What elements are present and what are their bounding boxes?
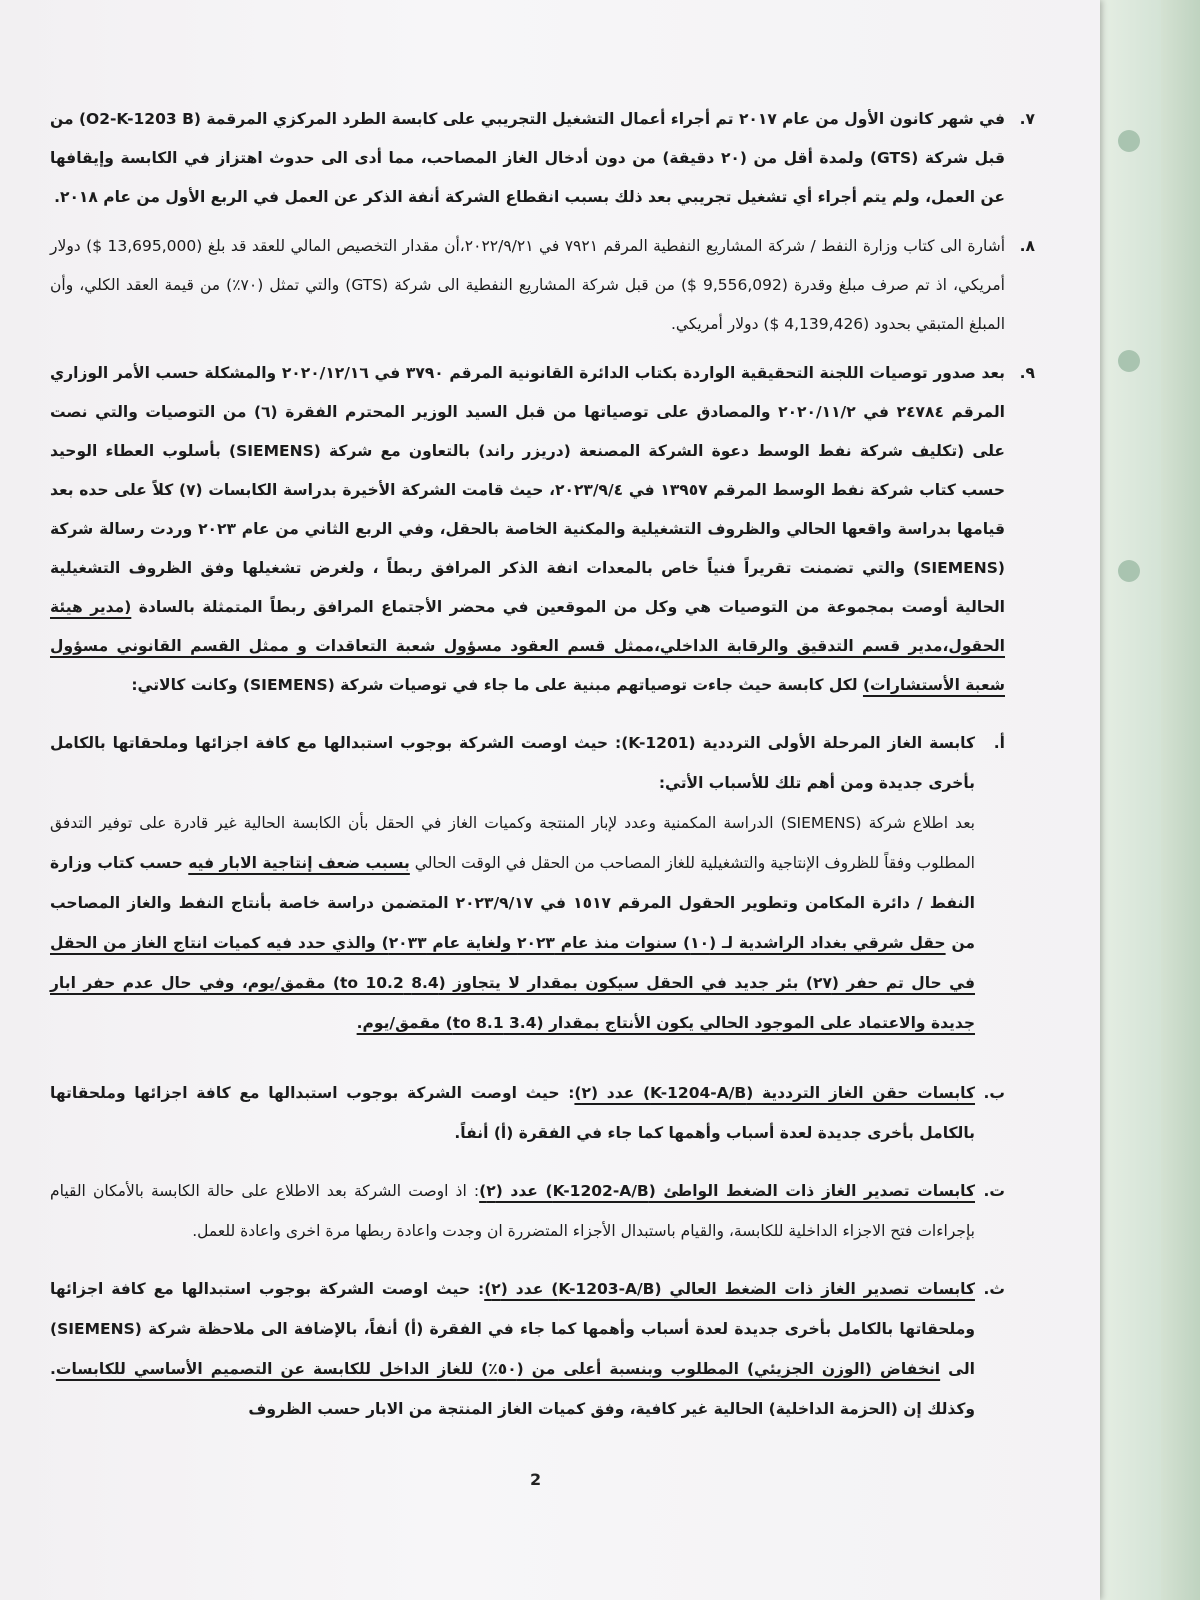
item-text: : اذ اوصت الشركة بعد الاطلاع على حالة الكابسة بالأمكان القيام بإجراءات فتح الاجزاء الداخلية للكابسة، والقيام باستبدال الأجزاء المتضررة ان وجدت واعادة ربطها مرة اخرى واعادة للعمل. <box>50 1182 975 1240</box>
underlined-phrase: بسبب ضعف إنتاجية الابار فيه <box>188 854 410 872</box>
paragraph-number: ٧. <box>1019 110 1035 128</box>
item-text: بعد اطلاع شركة (SIEMENS) الدراسة المكمنية وعدد لإبار المنتجة وكميات الغاز في الحقل بأن الكابسة الحالية غير قادرة على توفير التدفق المطلوب وفقاً للظروف الإنتاجية والتشغيلية للغاز المصاحب من الحقل في الوقت الحالي <box>50 814 975 872</box>
document-body <box>50 100 1035 1429</box>
paragraph-number: ٨. <box>1019 237 1035 255</box>
item-text-end: . وكذلك إن (الحزمة الداخلية) الحالية غير كافية، وفق كميات الغاز المنتجة من الابار حسب الظروف <box>50 1360 975 1418</box>
item-title: كابسات تصدير الغاز ذات الضغط الواطئ (K-1202-A/B) عدد (٢) <box>479 1182 975 1200</box>
item-letter: أ. <box>993 734 1005 752</box>
punch-hole <box>1118 130 1140 152</box>
underlined-phrase: انخفاض (الوزن الجزيئي) المطلوب وبنسبة أعلى من (٥٠٪) للغاز الداخل للكابسة عن التصميم الأساسي للكابسات <box>55 1360 941 1378</box>
underlined-phrase: حقل شرقي بغداد الراشدية لـ (١٠) سنوات منذ عام ٢٠٢٣ ولغاية عام ٢٠٣٣) والذي حدد فيه كميات انتاج الغاز من الحقل في حال تم حفر (٢٧) بئر جديد في الحقل سيكون بمقدار لا يتجاوز (8.4 to 10.2) مقمق/يوم، وفي حال عدم حفر ابار جديدة والاعتماد على الموجود الحالي يكون الأنتاج بمقدار (3.4 to 8.1) مقمق/يوم. <box>50 934 975 1032</box>
signatories-underlined: (مدير هيئة الحقول،مدير قسم التدقيق والرقابة الداخلي،ممثل قسم العقود مسؤول شعبة التعاقدات و ممثل القسم القانوني مسؤول شعبة الأستشارات) <box>50 598 1005 694</box>
punch-hole <box>1118 350 1140 372</box>
paragraph-7 <box>50 100 1035 217</box>
paragraph-text: في شهر كانون الأول من عام ٢٠١٧ تم أجراء أعمال التشغيل التجريبي على كابسة الطرد المركزي المرقمة (O2-K-1203 B) من قبل شركة (GTS) ولمدة أقل من (٢٠ دقيقة) من دون أدخال الغاز المصاحب، مما أدى الى حدوث اهتزاز في الكابسة وإيقافها عن العمل، ولم يتم أجراء أي تشغيل تجريبي بعد ذلك بسبب انقطاع الشركة أنفة الذكر عن العمل في الربع الأول من عام ٢٠١٨. <box>50 110 1005 206</box>
item-text: : حيث اوصت الشركة بوجوب استبدالها مع كافة اجزائها وملحقاتها بالكامل بأخرى جديدة لعدة أسباب وأهمها كما جاء في الفقرة (أ) أنفاً، بالإضافة الى ملاحظة شركة (SIEMENS) الى <box>50 1280 975 1378</box>
item-letter: ت. <box>983 1182 1005 1200</box>
item-a <box>50 723 1005 1043</box>
paragraph-text-end: لكل كابسة حيث جاءت توصياتهم مبنية على ما جاء في توصيات شركة (SIEMENS) وكانت كالاتي: <box>131 676 863 694</box>
item-letter: ث. <box>983 1280 1005 1298</box>
item-text: : حيث اوصت الشركة بوجوب استبدالها مع كافة اجزائها وملحقاتها بالكامل بأخرى جديدة لعدة أسباب وأهمها كما جاء في الفقرة (أ) أنفاً. <box>50 1084 975 1142</box>
item-text-bold: حسب كتاب وزارة النفط / دائرة المكامن وتطوير الحقول المرقم ١٥١٧ في ٢٠٢٣/٩/١٧ المتضمن دراسة خاصة بأنتاج النفط والغاز المصاحب من <box>50 854 975 952</box>
item-title: كابسة الغاز المرحلة الأولى الترددية (K-1201): حيث اوصت الشركة بوجوب استبدالها مع كافة اجزائها وملحقاتها بالكامل بأخرى جديدة ومن أهم تلك للأسباب الأتي: <box>50 734 976 792</box>
paragraph-8 <box>50 227 1035 344</box>
paragraph-number: ٩. <box>1019 364 1035 382</box>
paragraph-text: أشارة الى كتاب وزارة النفط / شركة المشاريع النفطية المرقم ٧٩٢١ في ٢٠٢٢/٩/٢١،أن مقدار التخصيص المالي للعقد قد بلغ (13,695,000 $) دولار أمريكي، اذ تم صرف مبلغ وقدرة (9,556,092 $) من قبل شركة المشاريع النفطية الى شركة (GTS) والتي تمثل (٧٠٪) من قيمة العقد الكلي، وأن المبلغ المتبقي بحدود (4,139,426 $) دولار أمريكي. <box>50 237 1005 333</box>
item-title: كابسات حقن الغاز الترددية (K-1204-A/B) عدد (٢) <box>574 1084 975 1102</box>
item-letter: ب. <box>983 1084 1005 1102</box>
punch-hole <box>1118 560 1140 582</box>
item-title: كابسات تصدير الغاز ذات الضغط العالي (K-1203-A/B) عدد (٢) <box>484 1280 975 1298</box>
paragraph-9 <box>50 354 1035 705</box>
item-b <box>50 1073 1005 1153</box>
item-t <box>50 1171 1005 1251</box>
page-number: 2 <box>530 1470 542 1489</box>
paragraph-text: بعد صدور توصيات اللجنة التحقيقية الواردة بكتاب الدائرة القانونية المرقم ٣٧٩٠ في ٢٠٢٠/١٢/١٦ والمشكلة حسب الأمر الوزاري المرقم ٢٤٧٨٤ في ٢٠٢٠/١١/٢ والمصادق على توصياتها من قبل السيد الوزير المحترم الفقرة (٦) من التوصيات والتي نصت على (تكليف شركة نفط الوسط دعوة الشركة المصنعة (دريزر راند) بالتعاون مع شركة (SIEMENS) بأسلوب العطاء الوحيد حسب كتاب شركة نفط الوسط المرقم ١٣٩٥٧ في ٢٠٢٣/٩/٤، حيث قامت الشركة الأخيرة بدراسة الكابسات (٧) كلاً على حده بعد قيامها بدراسة واقعها الحالي والظروف التشغيلية والمكنية الخاصة بالحقل، وفي الربع الثاني من عام ٢٠٢٣ وردت رسالة شركة (SIEMENS) والتي تضمنت تقريراً فنياً خاص بالمعدات انفة الذكر المرافق ربطاً ، ولغرض تشغيلها وفق الظروف التشغيلية الحالية أوصت بمجموعة من التوصيات هي وكل من الموقعين في محضر الأجتماع المرافق ربطاً المتمثلة بالسادة <box>50 364 1006 616</box>
item-th <box>50 1269 1005 1429</box>
